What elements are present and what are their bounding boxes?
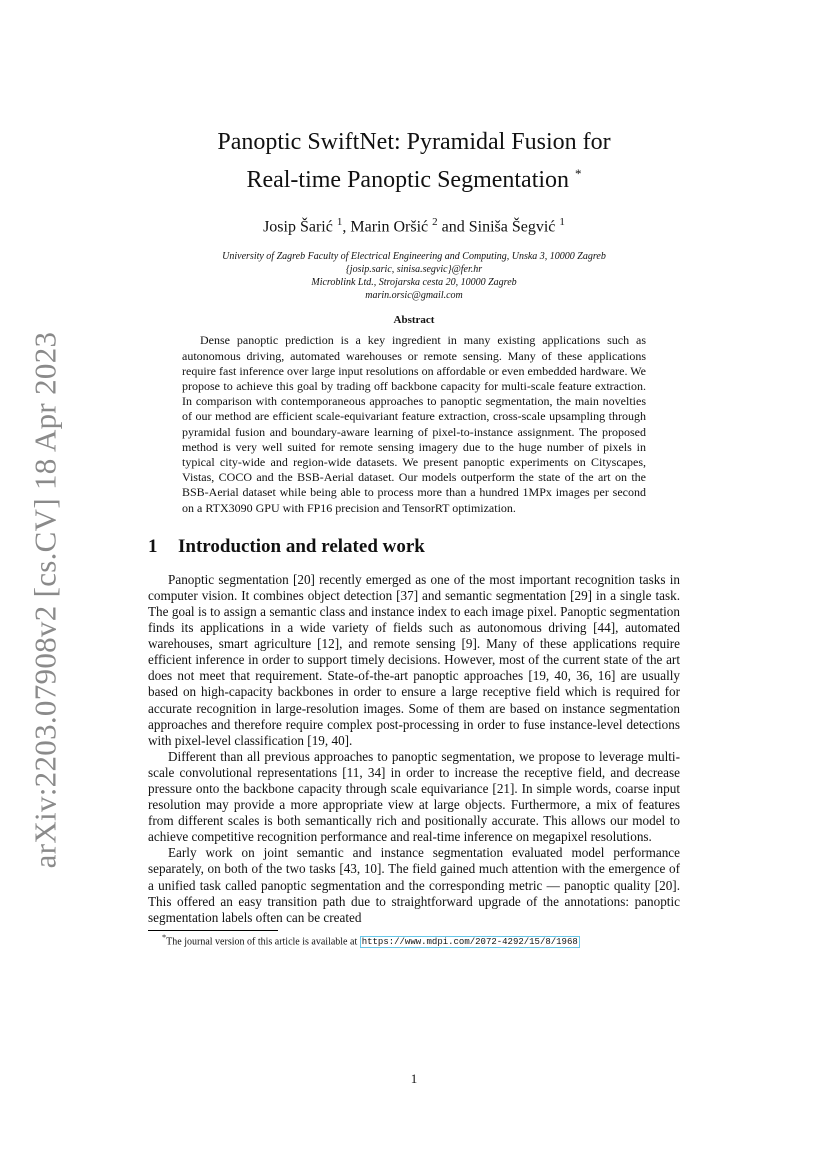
affiliation-email: marin.orsic@gmail.com: [365, 290, 463, 302]
affiliations: [148, 250, 680, 302]
author-separator: ,: [342, 218, 351, 236]
body-paragraph: Early work on joint semantic and instance segmentation evaluated model performance separately, on both of the two tasks [43, 10]. The field gained much attention with the emergence of a unified task called panoptic segmentation and the corresponding metric — panoptic quality [20]. This offered an easy transition path due to straightforward upgrade of the annotations: panoptic segmentation labels often can be created: [148, 845, 680, 925]
title-line-2: Real-time Panoptic Segmentation: [246, 167, 570, 193]
body-paragraph: Panoptic segmentation [20] recently emerged as one of the most important recognition tasks in computer vision. It combines object detection [37] and semantic segmentation [29] in a single task. The goal is to assign a semantic class and instance index to each image pixel. Panoptic segmentation finds its applications in a wide variety of fields such as autonomous driving [44], automated warehouses, smart agriculture [12], and remote sensing [9]. Many of these applications require efficient inference in order to support timely decisions. However, most of the current state of the art does not meet that requirement. State-of-the-art panoptic approaches [19, 40, 36, 16] are usually based on high-capacity backbones in order to ensure a large receptive field which is required for accurate recognition in large-resolution images. Some of them are based on instance segmentation approaches and therefore require complex post-processing in order to fuse instance-level detections with pixel-level classification [19, 40].: [148, 571, 680, 748]
affiliation-line: University of Zagreb Faculty of Electrical Engineering and Computing, Unska 3, 10000 Zagreb: [222, 251, 606, 263]
section-title: Introduction and related work: [178, 535, 425, 557]
paper-title: [148, 126, 680, 196]
page-content: [148, 126, 680, 947]
affiliation-line: Microblink Ltd., Strojarska cesta 20, 10000 Zagreb: [311, 277, 517, 289]
arxiv-identifier-text: arXiv:2203.07908v2 [cs.CV] 18 Apr 2023: [27, 331, 63, 869]
author-2: Marin Oršić: [350, 218, 429, 236]
footnote-link[interactable]: https://www.mdpi.com/2072-4292/15/8/1968: [361, 937, 578, 948]
abstract-text: Dense panoptic prediction is a key ingredient in many existing applications such as autonomous driving, automated warehouses or remote sensing. Many of these applications require fast inference over large input resolutions on affordable or even embedded hardware. We propose to achieve this goal by trading off backbone capacity for multi-scale feature extraction. In comparison with contemporaneous approaches to panoptic segmentation, the main novelties of our method are efficient scale-equivariant feature extraction, cross-scale upsampling through pyramidal fusion and boundary-aware learning of pixel-to-instance assignment. The proposed method is very well suited for remote sensing imagery due to the huge number of pixels in typical city-wide and region-wide datasets. We present panoptic experiments on Cityscapes, Vistas, COCO and the BSB-Aerial dataset. Our models outperform the state of the art on the BSB-Aerial dataset while being able to process more than a hundred 1MPx images per second on a RTX3090 GPU with FP16 precision and TensorRT optimization.: [182, 333, 646, 515]
section-heading: [148, 536, 680, 558]
abstract-heading: Abstract: [393, 314, 435, 327]
affiliation-email: {josip.saric, sinisa.segvic}@fer.hr: [345, 264, 483, 276]
author-1-affil: 1: [336, 216, 343, 228]
footnote: [148, 933, 680, 947]
section-number: 1: [148, 535, 158, 557]
author-list: [148, 216, 680, 236]
footnote-text: The journal version of this article is available at: [166, 936, 360, 948]
title-line-1: Panoptic SwiftNet: Pyramidal Fusion for: [217, 129, 611, 155]
arxiv-identifier: [16, 331, 74, 869]
author-3-affil: 1: [559, 216, 565, 228]
author-2-affil: 2: [432, 216, 438, 228]
footnote-mark: *: [162, 932, 167, 942]
footnote-rule: [148, 930, 278, 931]
page-number: 1: [410, 1071, 418, 1086]
author-1: Josip Šarić: [263, 218, 333, 236]
author-3: Siniša Šegvić: [468, 218, 556, 236]
body-paragraph: Different than all previous approaches to panoptic segmentation, we propose to leverage multi-scale convolutional representations [11, 34] in order to increase the receptive field, and decrease pressure onto the backbone capacity through scale equivariance [21]. In simple words, coarse input resolution may provide a more appropriate view at large objects. Furthermore, a mix of features from different scales is both semantically rich and positionally accurate. This allows our model to achieve competitive recognition performance and real-time inference on megapixel resolutions.: [148, 748, 680, 845]
author-separator: and: [437, 218, 469, 236]
title-footnote-mark: *: [575, 166, 582, 181]
